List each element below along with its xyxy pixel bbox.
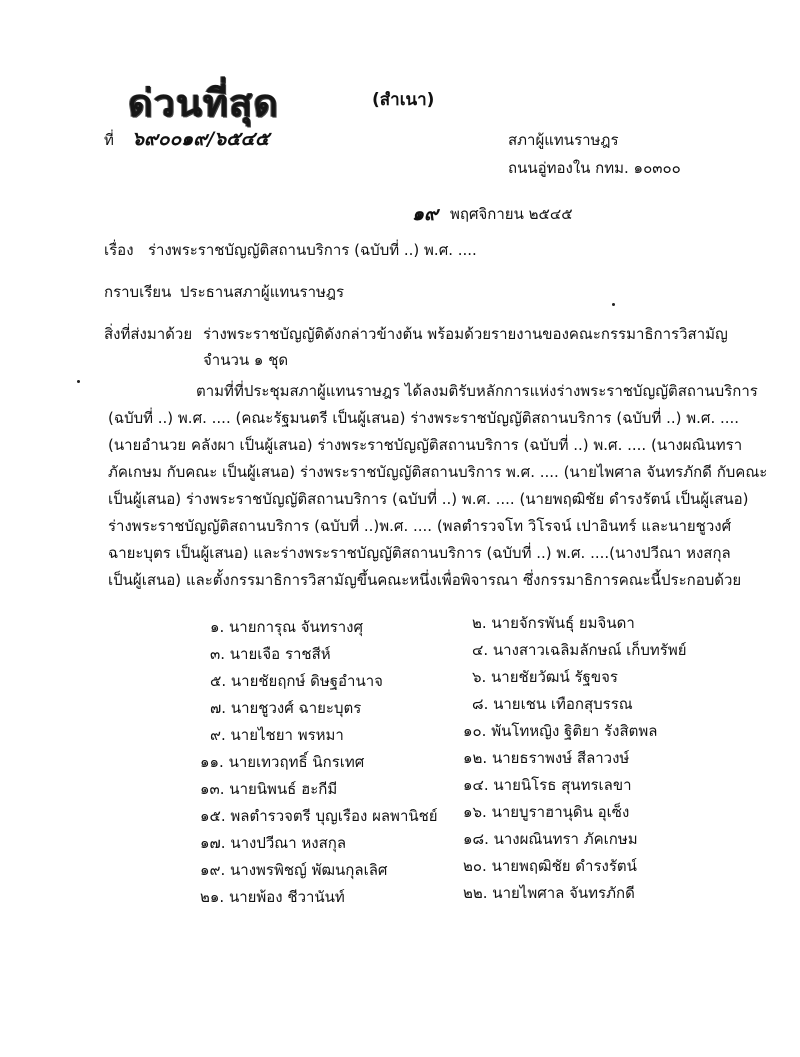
member-item: ๘. นายเชน เทือกสุบรรณ: [472, 695, 633, 713]
ref-label: ที่: [104, 131, 114, 149]
scan-speck: [77, 380, 80, 383]
recipient-label: กราบเรียน: [104, 283, 172, 301]
subject-text: ร่างพระราชบัญญัติสถานบริการ (ฉบับที่ ..) พ.ศ. ....: [148, 241, 477, 259]
subject-label: เรื่อง: [104, 241, 134, 259]
member-item: ๖. นายชัยวัฒน์ รัฐขจร: [472, 668, 618, 686]
recipient-text: ประธานสภาผู้แทนราษฎร: [180, 283, 345, 301]
member-item: ๗. นายชูวงศ์ ฉายะบุตร: [210, 699, 362, 717]
member-item: ๑๑. นายเทวฤทธิ์ นิกรเทศ: [200, 753, 365, 771]
urgent-stamp: ด่วนที่สุด: [128, 80, 279, 125]
date-day: ๑๙: [412, 203, 438, 225]
member-item: ๙. นายไชยา พรหมา: [210, 726, 344, 744]
member-item: ๔. นางสาวเฉลิมลักษณ์ เก็บทรัพย์: [472, 641, 687, 659]
member-item: ๑. นายการุณ จันทรางศุ: [210, 618, 364, 636]
member-item: ๑๓. นายนิพนธ์ ฮะกีมี: [200, 780, 338, 798]
org-address: ถนนอู่ทองใน กทม. ๑๐๓๐๐: [508, 159, 681, 177]
member-item: ๑๙. นางพรพิชญ์ พัฒนกุลเลิศ: [200, 861, 388, 879]
copy-label: (สำเนา): [372, 90, 435, 110]
body-paragraph: [108, 378, 768, 594]
body-line: เป็นผู้เสนอ) ร่างพระราชบัญญัติสถานบริการ (ฉบับที่ ..) พ.ศ. .... (นายพฤฒิชัย ดำรงรัตน์ เป็นผู้เสนอ): [108, 490, 749, 508]
body-line: (นายอำนวย คลังผา เป็นผู้เสนอ) ร่างพระราชบัญญัติสถานบริการ (ฉบับที่ ..) พ.ศ. .... (นางผณินทรา: [108, 436, 743, 454]
member-item: ๒. นายจักรพันธุ์ ยมจินดา: [472, 614, 635, 632]
member-item: ๑๐. พันโทหญิง ฐิติยา รังสิตพล: [463, 722, 658, 740]
body-line: (ฉบับที่ ..) พ.ศ. .... (คณะรัฐมนตรี เป็นผู้เสนอ) ร่างพระราชบัญญัติสถานบริการ (ฉบับที่ ..) พ.ศ. ....: [108, 409, 740, 427]
body-line: ภัคเกษม กับคณะ เป็นผู้เสนอ) ร่างพระราชบัญญัติสถานบริการ พ.ศ. .... (นายไพศาล จันทรภักดี กับคณะ: [108, 463, 768, 481]
body-line: ฉายะบุตร เป็นผู้เสนอ) และร่างพระราชบัญญัติสถานบริการ (ฉบับที่ ..) พ.ศ. ....(นางปวีณา หงสกุล: [108, 544, 731, 562]
body-line: ร่างพระราชบัญญัติสถานบริการ (ฉบับที่ ..)พ.ศ. .... (พลตำรวจโท วิโรจน์ เปาอินทร์ และนายชูวงศ์: [108, 517, 732, 535]
member-item: ๕. นายชัยฤกษ์ ดิษฐอำนาจ: [210, 672, 383, 690]
org-name: สภาผู้แทนราษฎร: [508, 131, 619, 149]
member-item: ๑๒. นายธราพงษ์ สีลาวงษ์: [463, 749, 630, 767]
member-item: ๒๐. นายพฤฒิชัย ดำรงรัตน์: [463, 857, 637, 875]
member-item: ๑๔. นายนิโรธ สุนทรเลขา: [463, 776, 632, 794]
member-item: ๒๑. นายพ้อง ชีวานันท์: [200, 888, 345, 906]
member-item: ๑๖. นายบูราฮานุดิน อุเซ็ง: [463, 803, 630, 821]
member-item: ๒๒. นายไพศาล จันทรภักดี: [463, 884, 635, 902]
scan-speck: [612, 303, 615, 306]
member-item: ๑๕. พลตำรวจตรี บุญเรือง ผลพานิชย์: [200, 807, 438, 825]
member-item: ๑๘. นางผณินทรา ภัคเกษม: [463, 830, 638, 848]
enclosure-label: สิ่งที่ส่งมาด้วย: [104, 325, 193, 343]
ref-number: ๖๙๐๐๑๙/๖๕๔๕: [132, 128, 270, 150]
enclosure-text: ร่างพระราชบัญญัติดังกล่าวข้างต้น พร้อมด้วยรายงานของคณะกรรมาธิการวิสามัญ: [203, 325, 728, 343]
body-line: เป็นผู้เสนอ) และตั้งกรรมาธิการวิสามัญขึ้นคณะหนึ่งเพื่อพิจารณา ซึ่งกรรมาธิการคณะนี้ประกอบด้วย: [108, 571, 742, 589]
member-item: ๓. นายเจือ ราชสีห์: [210, 645, 331, 663]
enclosure-count: จำนวน ๑ ชุด: [203, 351, 289, 369]
date-month-year: พฤศจิกายน ๒๕๔๕: [450, 205, 573, 223]
member-item: ๑๗. นางปวีณา หงสกุล: [200, 834, 347, 852]
body-line: ตามที่ที่ประชุมสภาผู้แทนราษฎร ได้ลงมติรับหลักการแห่งร่างพระราชบัญญัติสถานบริการ: [196, 382, 758, 400]
